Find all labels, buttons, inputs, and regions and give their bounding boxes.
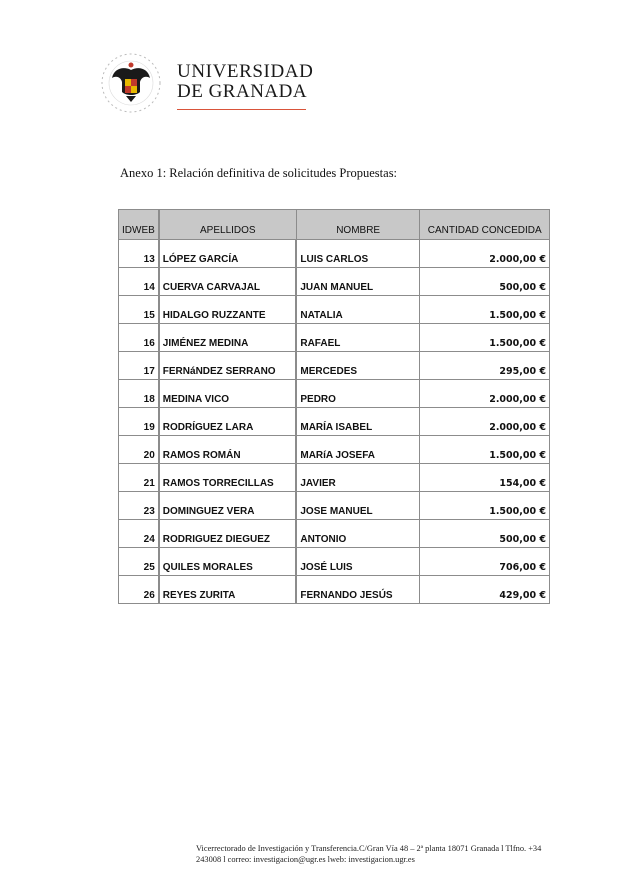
cell-nombre: FERNANDO JESÚS — [296, 576, 420, 604]
cell-nombre: ANTONIO — [296, 520, 420, 548]
table-row — [119, 576, 550, 604]
cell-idweb: 14 — [119, 268, 159, 296]
table-row — [119, 268, 550, 296]
cell-cantidad: 1.500,00 € — [420, 492, 550, 520]
cell-apellidos: MEDINA VICO — [159, 380, 297, 408]
annex-title: Anexo 1: Relación definitiva de solicitudes Propuestas: — [120, 166, 398, 180]
table-row — [119, 436, 550, 464]
cell-apellidos: HIDALGO RUZZANTE — [159, 296, 297, 324]
cell-cantidad: 154,00 € — [420, 464, 550, 492]
cell-idweb: 13 — [119, 240, 159, 268]
cell-nombre: LUIS CARLOS — [296, 240, 420, 268]
table-header-row — [119, 210, 550, 240]
table-row — [119, 464, 550, 492]
column-header-apellidos: APELLIDOS — [159, 210, 297, 240]
table-row — [119, 352, 550, 380]
cell-apellidos: DOMINGUEZ VERA — [159, 492, 297, 520]
cell-cantidad: 1.500,00 € — [420, 324, 550, 352]
cell-idweb: 23 — [119, 492, 159, 520]
cell-apellidos: CUERVA CARVAJAL — [159, 268, 297, 296]
cell-nombre: JOSE MANUEL — [296, 492, 420, 520]
column-header-nombre: NOMBRE — [296, 210, 420, 240]
table-row — [119, 408, 550, 436]
cell-idweb: 25 — [119, 548, 159, 576]
table-row — [119, 492, 550, 520]
table-row — [119, 520, 550, 548]
cell-nombre: MERCEDES — [296, 352, 420, 380]
header-divider — [177, 109, 306, 110]
university-name — [177, 62, 313, 102]
table-row — [119, 548, 550, 576]
cell-idweb: 26 — [119, 576, 159, 604]
university-seal-icon — [100, 52, 162, 114]
cell-cantidad: 1.500,00 € — [420, 296, 550, 324]
table-row — [119, 380, 550, 408]
cell-cantidad: 295,00 € — [420, 352, 550, 380]
cell-apellidos: RAMOS TORRECILLAS — [159, 464, 297, 492]
cell-cantidad: 429,00 € — [420, 576, 550, 604]
cell-cantidad: 2.000,00 € — [420, 240, 550, 268]
cell-cantidad: 500,00 € — [420, 520, 550, 548]
column-header-cantidad: CANTIDAD CONCEDIDA — [420, 210, 550, 240]
university-logo — [100, 52, 314, 114]
cell-nombre: PEDRO — [296, 380, 420, 408]
cell-nombre: JUAN MANUEL — [296, 268, 420, 296]
cell-cantidad: 500,00 € — [420, 268, 550, 296]
cell-nombre: JOSÉ LUIS — [296, 548, 420, 576]
footer-line-2: 243008 l correo: investigacion@ugr.es lweb: investigacion.ugr.es — [196, 855, 415, 864]
cell-nombre: NATALIA — [296, 296, 420, 324]
cell-nombre: JAVIER — [296, 464, 420, 492]
cell-idweb: 21 — [119, 464, 159, 492]
cell-cantidad: 1.500,00 € — [420, 436, 550, 464]
cell-apellidos: RODRÍGUEZ LARA — [159, 408, 297, 436]
footer-line-1: Vicerrectorado de Investigación y Transferencia.C/Gran Vía 48 – 2ª planta 18071 Granada l Tlfno. +34 — [196, 844, 542, 853]
table-row — [119, 240, 550, 268]
cell-apellidos: QUILES MORALES — [159, 548, 297, 576]
cell-idweb: 18 — [119, 380, 159, 408]
cell-cantidad: 2.000,00 € — [420, 380, 550, 408]
cell-nombre: RAFAEL — [296, 324, 420, 352]
cell-apellidos: RODRIGUEZ DIEGUEZ — [159, 520, 297, 548]
cell-idweb: 17 — [119, 352, 159, 380]
cell-idweb: 20 — [119, 436, 159, 464]
cell-nombre: MARÍA ISABEL — [296, 408, 420, 436]
footer-contact — [196, 843, 556, 865]
cell-cantidad: 2.000,00 € — [420, 408, 550, 436]
column-header-idweb: IDWEB — [119, 210, 159, 240]
cell-apellidos: REYES ZURITA — [159, 576, 297, 604]
table-row — [119, 324, 550, 352]
applications-table — [118, 209, 550, 604]
cell-apellidos: RAMOS ROMÁN — [159, 436, 297, 464]
cell-idweb: 24 — [119, 520, 159, 548]
cell-cantidad: 706,00 € — [420, 548, 550, 576]
university-name-line2: DE GRANADA — [177, 81, 308, 102]
table-row — [119, 296, 550, 324]
cell-idweb: 16 — [119, 324, 159, 352]
cell-apellidos: JIMÉNEZ MEDINA — [159, 324, 297, 352]
cell-idweb: 15 — [119, 296, 159, 324]
cell-apellidos: FERNáNDEZ SERRANO — [159, 352, 297, 380]
cell-idweb: 19 — [119, 408, 159, 436]
cell-nombre: MARíA JOSEFA — [296, 436, 420, 464]
university-name-line1: UNIVERSIDAD — [177, 61, 314, 82]
cell-apellidos: LÓPEZ GARCÍA — [159, 240, 297, 268]
